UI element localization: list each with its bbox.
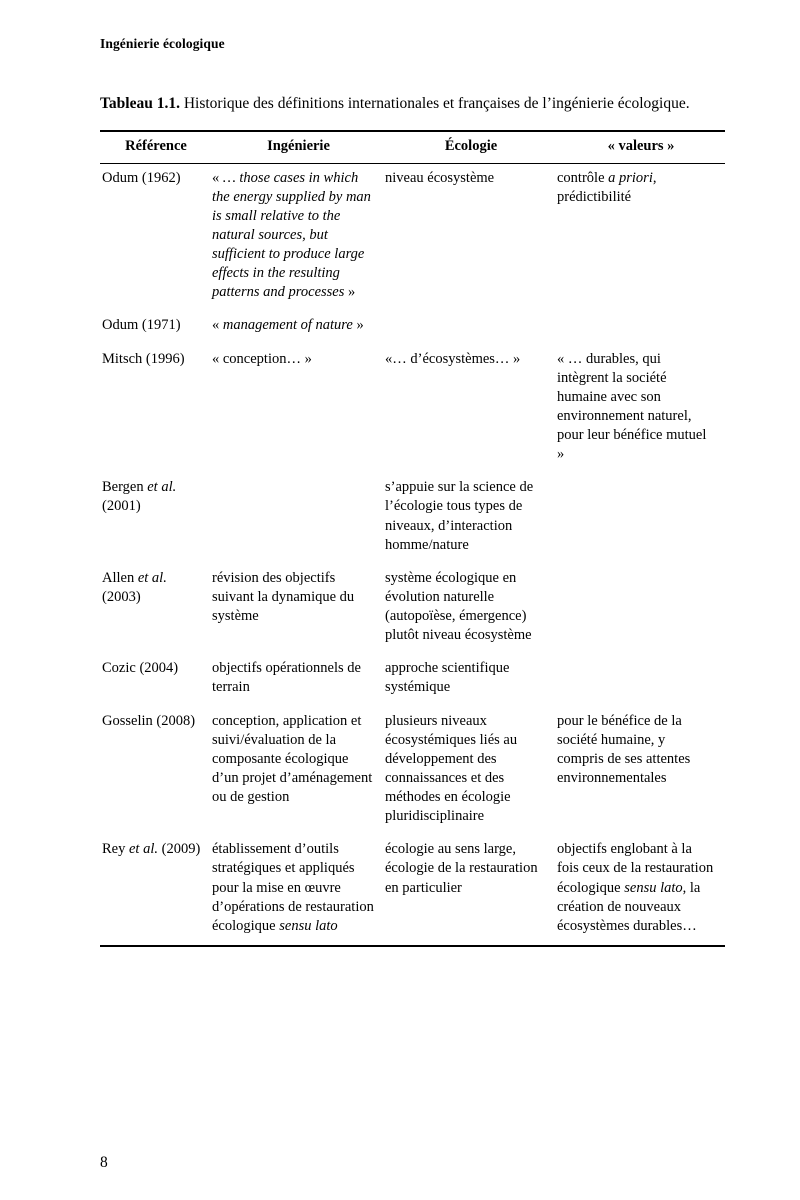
caption-text: Historique des définitions internationales et françaises de l’ingénierie écologique. bbox=[179, 95, 690, 112]
cell-reference: Bergen et al. (2001) bbox=[102, 479, 177, 515]
cell-ecologie bbox=[385, 311, 557, 344]
cell-ecologie: s’appuie sur la science de l’écologie tous types de niveaux, d’interaction homme/nature bbox=[385, 479, 534, 553]
cell-ingenierie: établissement d’outils stratégiques et appliqués pour la mise en œuvre d’opérations de restauration écologique sensu lato bbox=[212, 841, 374, 934]
cell-ecologie: «… d’écosystèmes… » bbox=[385, 350, 521, 367]
cell-reference: Rey et al. (2009) bbox=[102, 841, 201, 858]
cell-ecologie: approche scientifique systémique bbox=[385, 660, 510, 696]
cell-ingenierie: « conception… » bbox=[212, 350, 312, 367]
cell-reference: Odum (1962) bbox=[102, 169, 181, 186]
cell-ingenierie: révision des objectifs suivant la dynamique du système bbox=[212, 569, 355, 625]
cell-valeurs: « … durables, qui intègrent la société humaine avec son environnement naturel, pour leur bénéfice mutuel » bbox=[557, 350, 707, 463]
page-number: 8 bbox=[100, 1154, 108, 1171]
table-body bbox=[100, 163, 725, 946]
cell-ingenierie bbox=[212, 473, 385, 564]
header-ecologie: Écologie bbox=[385, 131, 557, 163]
cell-valeurs: pour le bénéfice de la société humaine, y compris de ses attentes environnementales bbox=[557, 712, 691, 786]
cell-ecologie: niveau écosystème bbox=[385, 169, 495, 186]
header-reference: Référence bbox=[100, 131, 212, 163]
cell-ecologie: plusieurs niveaux écosystémiques liés au développement des connaissances et des méthodes en écologie pluridisciplinaire bbox=[385, 712, 518, 825]
caption-label: Tableau 1.1. bbox=[100, 95, 180, 112]
table-row bbox=[100, 707, 725, 836]
cell-reference: Gosselin (2008) bbox=[102, 712, 196, 729]
cell-ingenierie: « … those cases in which the energy supplied by man is small relative to the natural sources, but sufficient to produce large effects in the resulting patterns and processes » bbox=[212, 169, 371, 301]
cell-reference: Odum (1971) bbox=[102, 317, 181, 334]
cell-ecologie: système écologique en évolution naturelle (autopoïèse, émergence) plutôt niveau écosystème bbox=[385, 569, 532, 644]
cell-ecologie: écologie au sens large, écologie de la restauration en particulier bbox=[385, 841, 538, 896]
definitions-table bbox=[100, 130, 725, 947]
cell-ingenierie: objectifs opérationnels de terrain bbox=[212, 660, 361, 696]
cell-reference: Mitsch (1996) bbox=[102, 350, 185, 367]
cell-valeurs bbox=[557, 473, 725, 564]
cell-ingenierie: conception, application et suivi/évaluation de la composante écologique d’un projet d’aménagement ou de gestion bbox=[212, 712, 373, 806]
cell-ingenierie: « management of nature » bbox=[212, 317, 364, 334]
cell-valeurs bbox=[557, 564, 725, 655]
table-row bbox=[100, 473, 725, 564]
running-header: Ingénierie écologique bbox=[100, 36, 225, 51]
table-row bbox=[100, 345, 725, 474]
header-valeurs: « valeurs » bbox=[557, 131, 725, 163]
cell-valeurs bbox=[557, 654, 725, 706]
table-row bbox=[100, 311, 725, 344]
table-header-row bbox=[100, 131, 725, 163]
cell-valeurs bbox=[557, 311, 725, 344]
cell-reference: Allen et al. (2003) bbox=[102, 569, 167, 605]
table-row bbox=[100, 654, 725, 706]
header-ingenierie: Ingénierie bbox=[212, 131, 385, 163]
cell-valeurs: objectifs englobant à la fois ceux de la restauration écologique sensu lato, la création de nouveaux écosystèmes durables… bbox=[557, 841, 714, 934]
table-row bbox=[100, 564, 725, 655]
cell-valeurs: contrôle a priori, prédictibilité bbox=[557, 169, 657, 205]
table-caption bbox=[100, 94, 725, 115]
table-row bbox=[100, 835, 725, 946]
cell-reference: Cozic (2004) bbox=[102, 660, 179, 677]
table-row bbox=[100, 163, 725, 311]
